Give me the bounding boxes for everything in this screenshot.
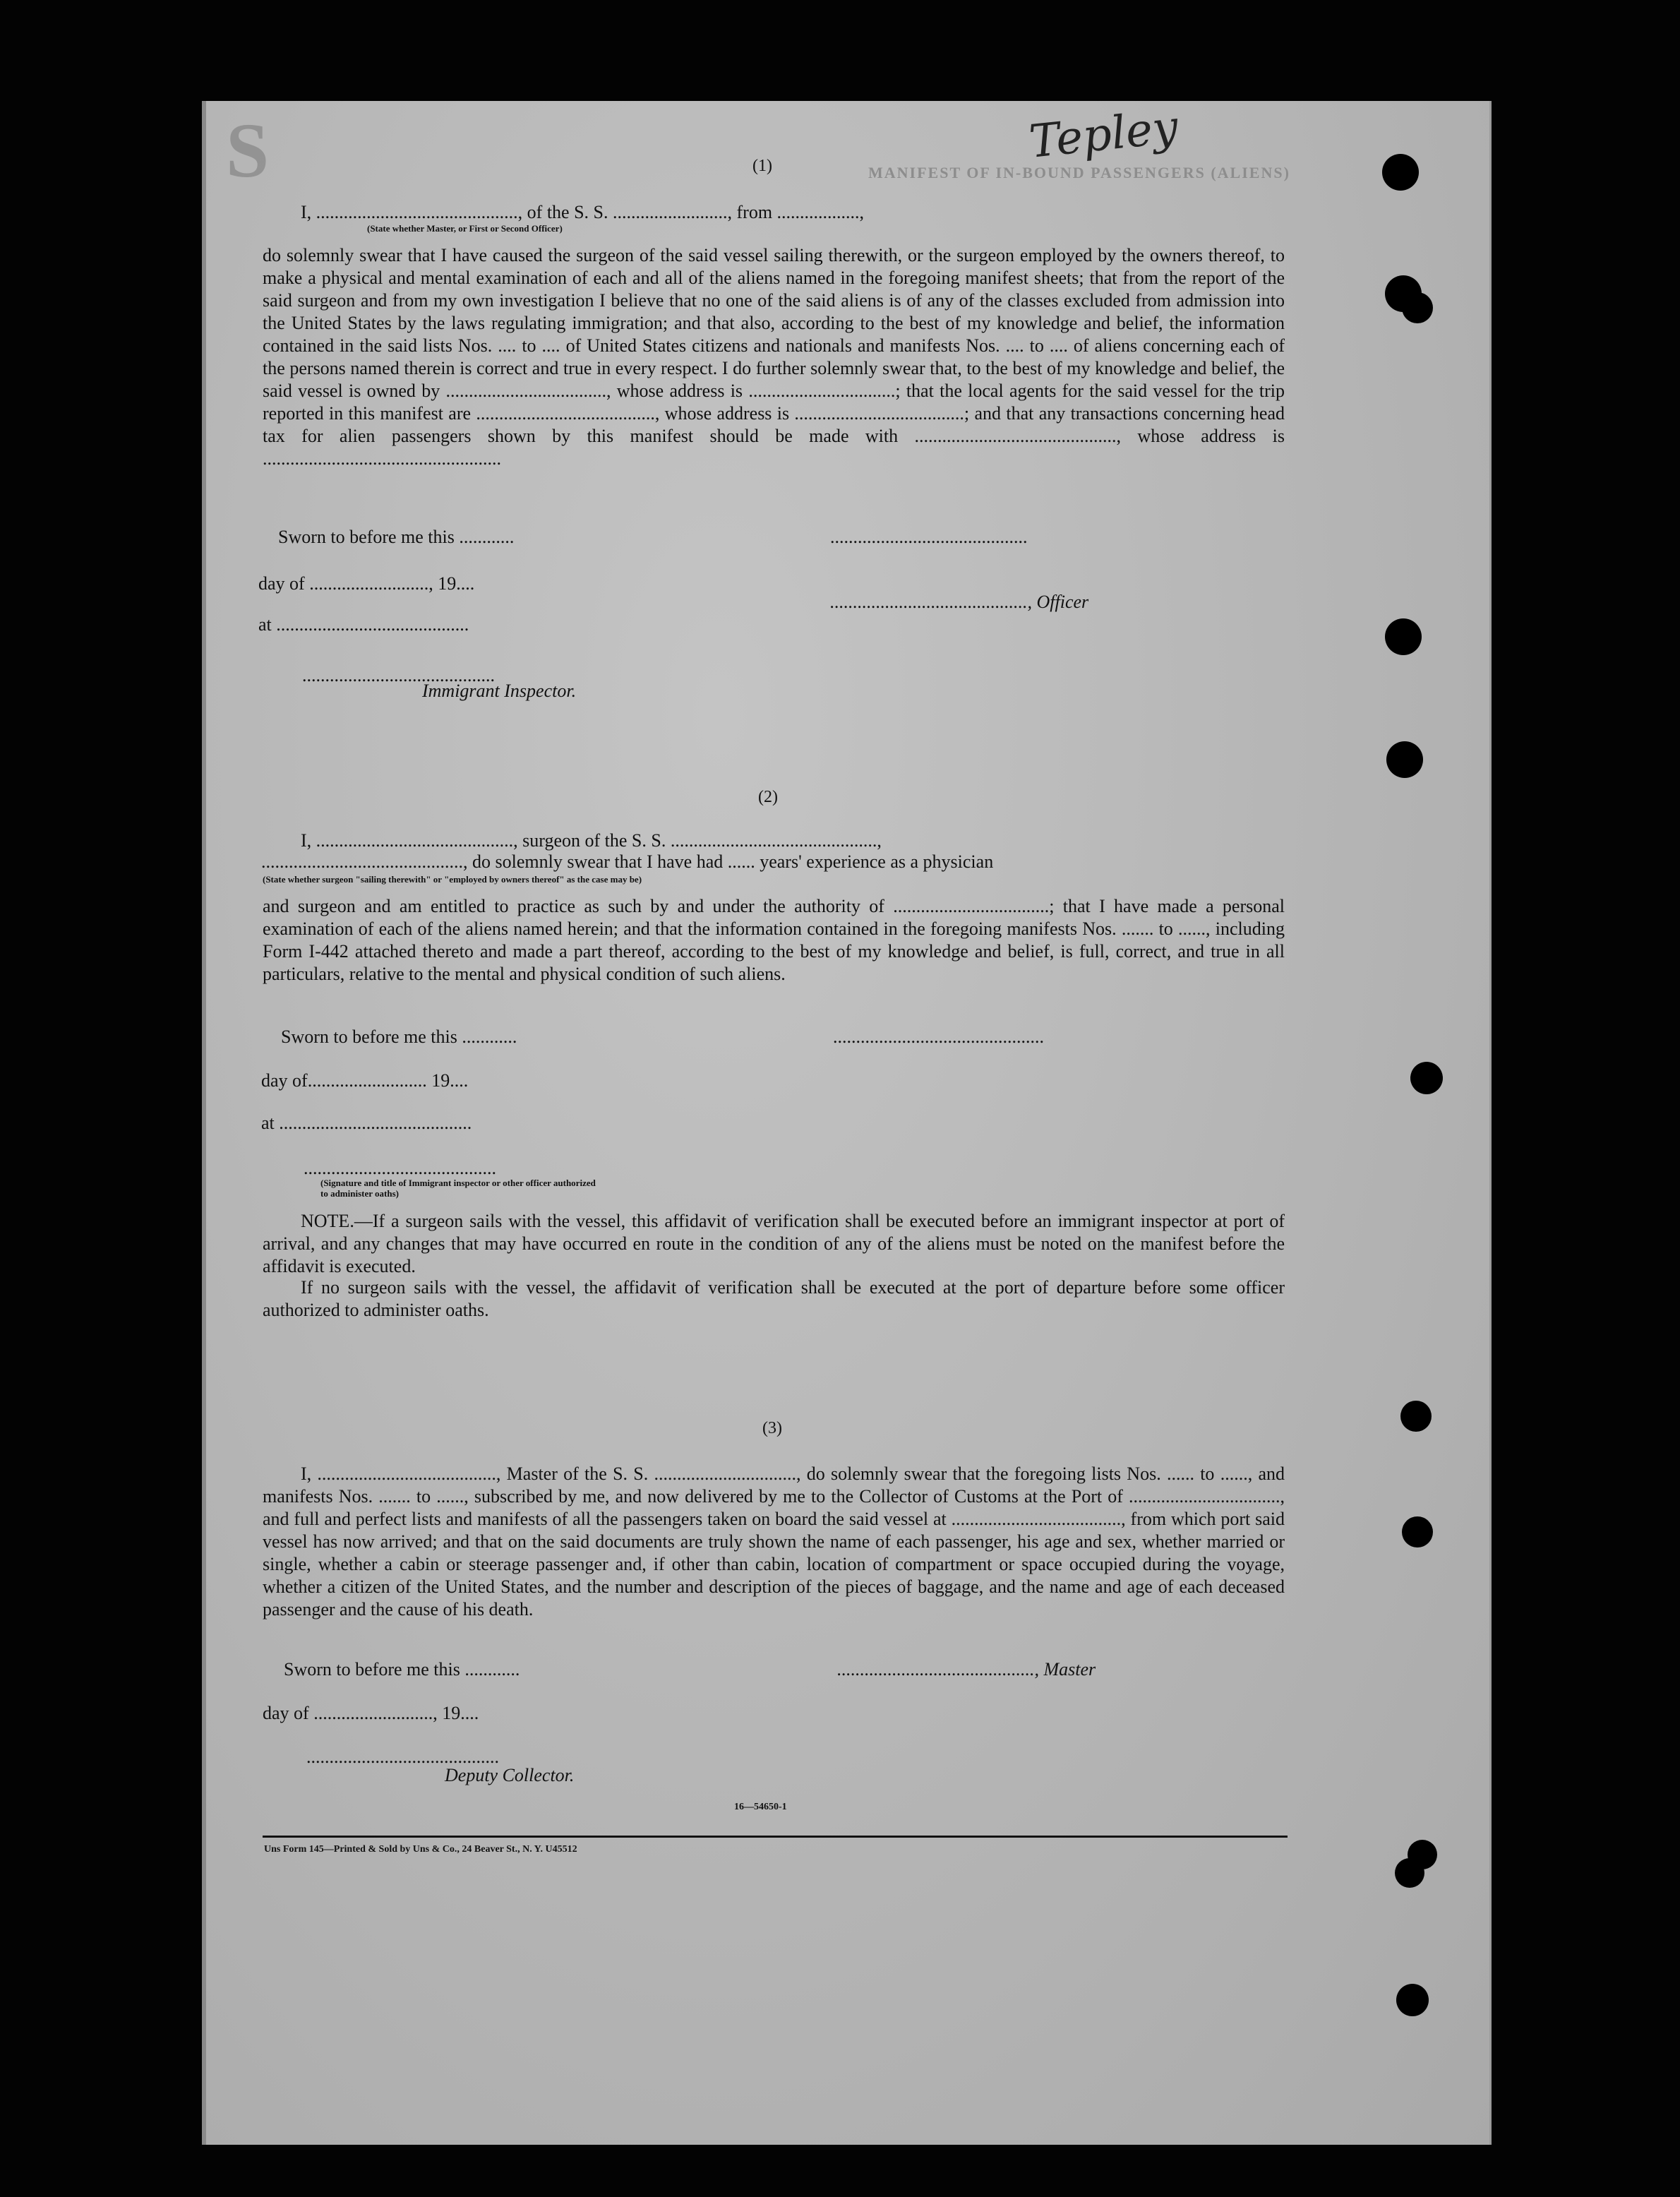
section-1-sig-right: ........................................... (830, 527, 1028, 547)
section-2-at: at .......................................... (261, 1113, 472, 1133)
section-2-note-2: If no surgeon sails with the vessel, the affidavit of verification shall be executed at the port of departure before some officer authorized to administer oaths. (263, 1277, 1285, 1320)
section-2-line-two-note: (State whether surgeon "sailing therewith" or "employed by owners thereof" as the case may be) (263, 874, 642, 885)
section-2-line-two: ............................................, do solemnly swear that I have had ...... years' experience as a physician (261, 851, 994, 872)
footer-rule (263, 1836, 1288, 1838)
handwritten-name: Tepley (1026, 101, 1181, 169)
bleed-through-mark: S (226, 107, 270, 193)
section-1-intro-note: (State whether Master, or First or Second Officer) (367, 223, 563, 234)
section-3-sworn: Sworn to before me this ............ (284, 1659, 520, 1680)
binder-hole (1402, 1516, 1433, 1548)
section-2-sig-right: .............................................. (833, 1026, 1044, 1047)
section-1-at: at .......................................... (258, 614, 469, 635)
section-1-paragraph: do solemnly swear that I have caused the surgeon of the said vessel sailing therewith, or the surgeon employed by the owners thereof, to make a physical and mental examination of each and all of the aliens named in the foregoing manifest sheets; that from the report of the said surgeon and from my own investigation I believe that no one of the said aliens is of any of the classes excluded from admission into the United States by the laws regulating immigration; and that also, according to the best of my knowledge and belief, the information contained in the said lists Nos. .... to .... of United States citizens and nationals and manifests Nos. .... to .... of aliens concerning each of the persons named therein is correct and true in every respect. I do further solemnly swear that, to the best of my knowledge and belief, the said vessel is owned by ..................................., whose address is ................................; that the local agents for the said vessel for the trip reported in this manifest are ......................................., whose address is .....................................; and that any transactions concerning head tax for alien passengers shown by this manifest should be made with ............................................, whose address is .................................................... (263, 245, 1285, 469)
section-2-sworn: Sworn to before me this ............ (281, 1026, 517, 1047)
faint-header: MANIFEST OF IN-BOUND PASSENGERS (ALIENS) (868, 164, 1290, 181)
section-2-paragraph: and surgeon and am entitled to practice as such by and under the authority of ..................................; that I have made a personal examination of each of the aliens named herein; and that the information contained in the foregoing manifests Nos. ....... to ......, including Form I-442 attached thereto and made a part thereof, according to the best of my knowledge and belief, is full, correct, and true in all particulars, relative to the mental and physical condition of such aliens. (263, 896, 1285, 984)
section-1-inspector: Immigrant Inspector. (422, 681, 577, 701)
binder-hole (1410, 1062, 1443, 1094)
section-3-sig-left: .......................................... (306, 1747, 499, 1767)
section-3-paragraph: I, ......................................., Master of the S. S. ..............................., do solemnly swear that the foregoing lists Nos. ...... to ......, and manifests Nos. ....... to ......, subscribed by me, and now delivered by me to the Collector of Customs at the Port of ................................., and full and perfect lists and manifests of all the passengers taken on board the said vessel at ....................................., from which port said vessel has now arrived; and that on the said documents are truly shown the name of each passenger, his age and sex, whether married or single, whether a cabin or steerage passenger and, if other than cabin, location of compartment or space occupied during the voyage, whether a citizen of the United States, and the number and description of the pieces of baggage, and the name and age of each deceased passenger and the cause of his death. (263, 1463, 1285, 1620)
binder-hole (1382, 154, 1419, 191)
section-1-officer-line: ..........................................., Officer (830, 592, 1089, 612)
section-2-sig-left: .......................................... (304, 1158, 496, 1178)
binder-hole (1395, 1858, 1424, 1888)
section-2-note-1: NOTE.—If a surgeon sails with the vessel, this affidavit of verification shall be executed before an immigrant inspector at port of arrival, and any changes that may have occurred en route in the condition of any of the aliens must be noted on the manifest before the affidavit is executed. (263, 1211, 1285, 1276)
section-1-day: day of .........................., 19.... (258, 573, 475, 594)
binder-hole (1385, 618, 1422, 655)
section-2-number: (2) (758, 788, 778, 806)
binder-hole (1402, 292, 1433, 323)
section-3-master-line: ..........................................., Master (837, 1659, 1096, 1680)
section-3-collector: Deputy Collector. (445, 1765, 575, 1785)
section-1-sig-left: .......................................... (302, 665, 495, 686)
section-1-sworn: Sworn to before me this ............ (278, 527, 515, 547)
section-2-body (263, 895, 1285, 986)
section-2-sig-note: (Signature and title of Immigrant inspector or other officer authorized to administer oaths) (320, 1178, 596, 1199)
section-3-day: day of .........................., 19.... (263, 1703, 479, 1723)
section-1-number: (1) (752, 157, 772, 175)
binder-hole (1400, 1401, 1432, 1432)
section-1-body (263, 244, 1285, 470)
binder-hole (1396, 1984, 1429, 2016)
form-code: 16—54650-1 (734, 1802, 787, 1812)
section-1-intro: I, ............................................, of the S. S. ........................., from .................., (301, 202, 865, 222)
section-3-number: (3) (762, 1419, 782, 1437)
section-2-day: day of.......................... 19.... (261, 1070, 469, 1091)
footer-printer: Uns Form 145—Printed & Sold by Uns & Co., 24 Beaver St., N. Y. U45512 (264, 1844, 577, 1855)
binder-hole (1386, 741, 1423, 778)
section-2-intro: I, ..........................................., surgeon of the S. S. ............................................., (301, 830, 882, 851)
